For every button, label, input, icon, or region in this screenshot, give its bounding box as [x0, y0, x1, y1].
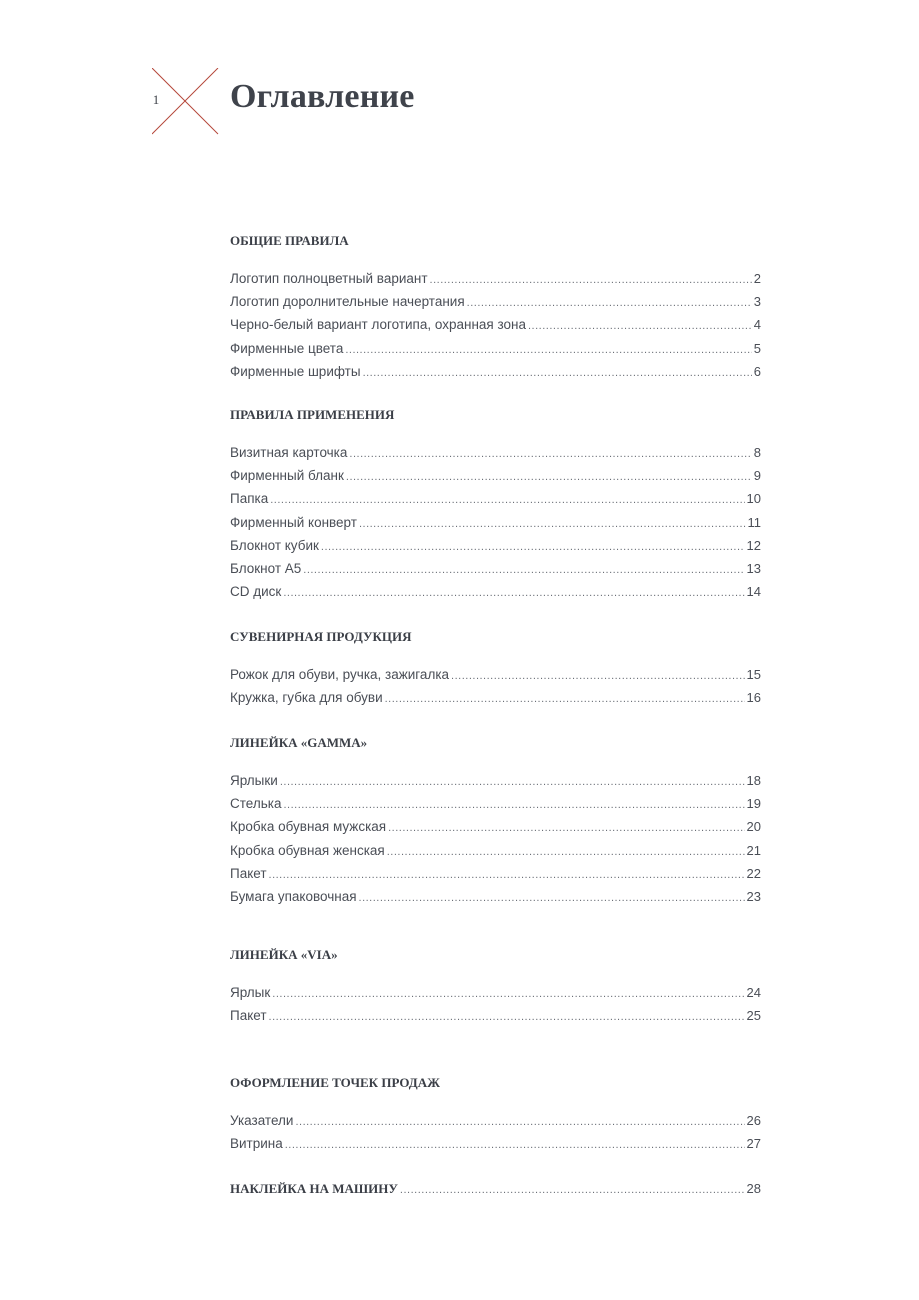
entry-label: Черно-белый вариант логотипа, охранная зона [230, 317, 526, 333]
dot-leader [385, 688, 745, 711]
entry-page: 3 [753, 294, 761, 310]
entry-label: Кробка обувная мужская [230, 819, 387, 835]
entry-label: Рожок для обуви, ручка, зажигалка [230, 667, 450, 682]
entry-label: Кружка, губка для обуви [230, 690, 383, 706]
dot-leader [359, 887, 745, 910]
entry-page: 5 [753, 340, 761, 356]
entry-page: 11 [747, 514, 761, 530]
toc-section-car-sticker [230, 1178, 761, 1200]
entry-page: 8 [753, 445, 761, 460]
section-heading: ЛИНЕЙКА «GAMMA» [230, 735, 368, 750]
entry-page: 13 [746, 560, 761, 576]
section-heading: ОБЩИЕ ПРАВИЛА [230, 233, 349, 248]
entry-page: 16 [746, 690, 761, 706]
entry-label: Пакет [230, 865, 267, 881]
toc-entry[interactable] [230, 792, 761, 815]
toc-entry[interactable] [230, 313, 761, 336]
toc-section-points-of-sale [230, 1073, 761, 1155]
toc-entry[interactable] [230, 487, 761, 510]
toc-entry[interactable] [230, 441, 761, 464]
entry-label: Указатели [230, 1113, 294, 1128]
entry-label: Фирменный бланк [230, 468, 344, 484]
toc-entry[interactable] [230, 1132, 761, 1155]
entry-page: 26 [746, 1113, 761, 1128]
entry-page: 2 [753, 271, 761, 286]
entry-page: 21 [746, 842, 761, 858]
entry-label: Логотип доролнительные начертания [230, 294, 465, 310]
toc-section-via [230, 945, 761, 1027]
entry-label: Фирменный конверт [230, 514, 357, 530]
toc-entry[interactable] [230, 1109, 761, 1132]
toc-entry[interactable] [230, 862, 761, 885]
toc-section-general-rules [230, 231, 761, 383]
entry-page: 20 [746, 819, 761, 835]
toc-section-souvenirs [230, 627, 761, 709]
dot-leader [346, 466, 752, 489]
entry-label: Стелька [230, 796, 282, 812]
dot-leader [283, 794, 744, 817]
entry-label: Фирменные цвета [230, 340, 344, 356]
page-title: Оглавление [230, 78, 415, 115]
dot-leader [359, 513, 746, 536]
toc-entry[interactable] [230, 464, 761, 487]
dot-leader [467, 292, 752, 315]
entry-label: Визитная карточка [230, 445, 348, 460]
dot-leader [295, 1111, 744, 1134]
toc-entry[interactable] [230, 557, 761, 580]
toc-entry[interactable] [230, 511, 761, 534]
entry-page: 23 [746, 888, 761, 904]
dot-leader [269, 864, 745, 887]
entry-page: 9 [753, 468, 761, 484]
dot-leader [528, 315, 752, 338]
toc-entry[interactable] [230, 686, 761, 709]
dot-leader [270, 489, 744, 512]
dot-leader [388, 817, 744, 840]
entry-page: 22 [746, 865, 761, 881]
page-number: 1 [152, 92, 160, 107]
dot-leader [272, 983, 744, 1006]
toc-entry[interactable] [230, 815, 761, 838]
toc-entry[interactable] [230, 981, 761, 1004]
entry-page: 10 [746, 491, 761, 507]
toc-entry[interactable] [230, 267, 761, 290]
table-of-contents [230, 0, 761, 1300]
toc-entry[interactable] [230, 1004, 761, 1027]
entry-page: 28 [746, 1181, 761, 1196]
dot-leader [387, 841, 745, 864]
dot-leader [303, 559, 744, 582]
dot-leader [451, 665, 744, 688]
dot-leader [283, 582, 744, 605]
dot-leader [345, 339, 751, 362]
dot-leader [269, 1006, 745, 1029]
dot-leader [349, 443, 751, 466]
entry-label: Витрина [230, 1136, 283, 1152]
section-heading: СУВЕНИРНАЯ ПРОДУКЦИЯ [230, 629, 412, 644]
section-heading: ЛИНЕЙКА «VIA» [230, 947, 338, 962]
entry-label: Логотип полноцветный вариант [230, 271, 428, 286]
toc-entry[interactable] [230, 663, 761, 686]
section-heading: ОФОРМЛЕНИЕ ТОЧЕК ПРОДАЖ [230, 1075, 440, 1090]
toc-entry[interactable] [230, 580, 761, 603]
entry-label: Пакет [230, 1008, 267, 1024]
entry-label: Ярлык [230, 985, 271, 1000]
entry-label: Фирменные шрифты [230, 363, 361, 379]
dot-leader [280, 771, 745, 794]
entry-page: 25 [746, 1008, 761, 1024]
entry-page: 14 [746, 584, 761, 600]
entry-label: Блокнот кубик [230, 537, 319, 553]
toc-heading-entry[interactable] [230, 1178, 761, 1200]
toc-entry[interactable] [230, 769, 761, 792]
dot-leader [285, 1134, 745, 1157]
entry-page: 27 [746, 1136, 761, 1152]
toc-entry[interactable] [230, 885, 761, 908]
entry-page: 6 [753, 363, 761, 379]
entry-page: 18 [746, 773, 761, 788]
toc-entry[interactable] [230, 534, 761, 557]
entry-label: CD диск [230, 584, 282, 600]
entry-page: 19 [746, 796, 761, 812]
toc-entry[interactable] [230, 337, 761, 360]
entry-label: Блокнот А5 [230, 560, 302, 576]
entry-page: 24 [746, 985, 761, 1000]
section-heading: НАКЛЕЙКА НА МАШИНУ [230, 1181, 398, 1196]
toc-section-gamma [230, 733, 761, 908]
toc-entry[interactable] [230, 290, 761, 313]
dot-leader [363, 362, 752, 385]
dot-leader [400, 1179, 745, 1201]
entry-page: 4 [753, 317, 761, 333]
section-heading: ПРАВИЛА ПРИМЕНЕНИЯ [230, 407, 395, 422]
toc-entry[interactable] [230, 360, 761, 383]
entry-label: Ярлыки [230, 773, 278, 788]
toc-entry[interactable] [230, 839, 761, 862]
entry-label: Кробка обувная женская [230, 842, 385, 858]
cross-mark-icon [152, 68, 220, 136]
entry-label: Бумага упаковочная [230, 888, 357, 904]
toc-section-usage-rules [230, 405, 761, 603]
dot-leader [430, 269, 752, 292]
dot-leader [321, 536, 745, 559]
entry-page: 12 [746, 537, 761, 553]
entry-page: 15 [746, 667, 761, 682]
entry-label: Папка [230, 491, 269, 507]
